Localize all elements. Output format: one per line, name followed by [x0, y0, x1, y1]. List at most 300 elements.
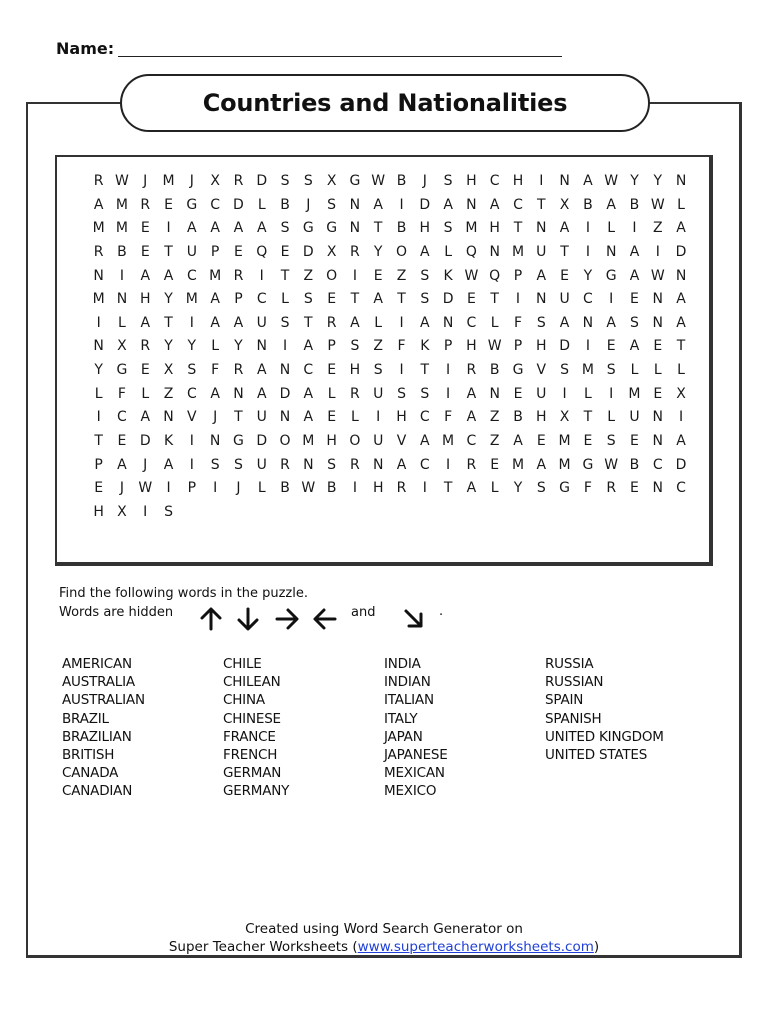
grid-letter: C: [117, 409, 127, 426]
grid-letter: I: [376, 409, 381, 426]
grid-letter: I: [399, 362, 404, 379]
grid-letter: T: [94, 433, 103, 450]
grid-letter: Z: [652, 220, 663, 237]
grid-letter: A: [373, 291, 383, 308]
grid-letter: S: [280, 173, 290, 189]
grid-letter: A: [676, 291, 686, 308]
grid-letter: E: [94, 480, 104, 497]
grid-letter: A: [559, 314, 570, 331]
grid-letter: D: [419, 196, 431, 213]
grid-letter: G: [233, 433, 244, 450]
word-list-item: GERMANY: [223, 783, 290, 800]
grid-letter: W: [604, 173, 619, 189]
word-list-item: CHILEAN: [223, 674, 281, 691]
grid-letter: L: [94, 385, 103, 402]
grid-letter: P: [443, 338, 453, 355]
word-list-item: ITALY: [384, 710, 418, 727]
arrow-up-icon: [198, 606, 224, 632]
grid-letter: M: [92, 220, 105, 237]
grid-letter: E: [164, 196, 173, 213]
grid-letter: R: [350, 385, 360, 402]
grid-letter: S: [630, 314, 639, 331]
grid-letter: A: [536, 456, 547, 473]
grid-letter: R: [280, 456, 290, 473]
grid-letter: C: [186, 385, 197, 402]
grid-letter: D: [256, 173, 268, 189]
grid-letter: A: [420, 314, 430, 331]
grid-letter: A: [489, 196, 500, 213]
grid-letter: P: [94, 456, 103, 473]
grid-letter: I: [585, 338, 590, 355]
grid-letter: R: [350, 456, 360, 473]
grid-letter: H: [139, 291, 151, 308]
word-column-3: [384, 655, 448, 801]
grid-letter: M: [628, 385, 641, 402]
grid-letter: S: [443, 220, 453, 237]
grid-letter: A: [140, 267, 151, 284]
word-list-item: ITALIAN: [384, 692, 434, 709]
grid-letter: S: [373, 362, 383, 379]
grid-letter: A: [210, 220, 220, 237]
grid-letter: I: [189, 433, 194, 450]
grid-letter: E: [327, 409, 337, 426]
grid-letter: A: [676, 433, 686, 450]
grid-letter: H: [536, 338, 547, 355]
grid-letter: M: [115, 196, 128, 213]
grid-letter: I: [655, 243, 660, 260]
grid-letter: H: [372, 480, 384, 497]
word-list-item: CHILE: [223, 656, 262, 672]
grid-letter: N: [652, 314, 664, 331]
and-label: and: [351, 605, 376, 620]
grid-letter: N: [489, 385, 500, 402]
grid-letter: B: [280, 196, 290, 213]
grid-letter: J: [236, 480, 241, 497]
grid-letter: N: [233, 385, 244, 402]
grid-letter: L: [118, 314, 126, 331]
grid-letter: L: [490, 480, 499, 497]
grid-letter: V: [187, 409, 197, 426]
grid-letter: E: [513, 385, 523, 402]
grid-letter: I: [259, 267, 264, 284]
grid-letter: L: [257, 480, 266, 497]
grid-letter: E: [373, 267, 383, 284]
grid-letter: E: [140, 220, 150, 237]
grid-letter: R: [93, 243, 104, 260]
grid-letter: Z: [303, 267, 314, 284]
grid-letter: H: [536, 409, 547, 426]
grid-letter: N: [489, 243, 500, 260]
grid-letter: G: [116, 362, 128, 379]
grid-letter: X: [163, 362, 174, 379]
grid-letter: Q: [489, 267, 501, 284]
grid-letter: S: [280, 314, 290, 331]
grid-letter: M: [558, 456, 571, 473]
grid-letter: V: [396, 433, 407, 450]
grid-letter: T: [350, 291, 360, 308]
grid-letter: E: [630, 480, 639, 497]
grid-letter: G: [326, 220, 338, 237]
grid-letter: A: [210, 314, 220, 331]
word-list-item: SPANISH: [545, 710, 602, 727]
grid-letter: S: [303, 173, 313, 189]
grid-letter: I: [585, 220, 590, 237]
grid-letter: C: [186, 267, 197, 284]
grid-letter: H: [396, 409, 407, 426]
grid-letter: D: [256, 433, 268, 450]
name-label: Name:: [56, 39, 115, 58]
grid-letter: K: [443, 267, 453, 284]
grid-letter: G: [302, 220, 314, 237]
grid-letter: L: [444, 243, 452, 260]
grid-letter: H: [512, 173, 524, 189]
grid-letter: A: [629, 243, 640, 260]
grid-letter: B: [326, 480, 337, 497]
grid-letter: N: [605, 243, 617, 260]
grid-letter: S: [397, 385, 406, 402]
grid-letter: A: [233, 220, 244, 237]
grid-letter: N: [279, 409, 291, 426]
grid-letter: X: [210, 173, 220, 189]
grid-letter: A: [629, 338, 640, 355]
grid-letter: E: [630, 291, 639, 308]
grid-letter: K: [420, 338, 430, 355]
grid-letter: M: [442, 433, 455, 450]
grid-letter: S: [606, 362, 616, 379]
grid-letter: E: [234, 243, 243, 260]
grid-letter: C: [303, 362, 314, 379]
grid-letter: I: [609, 385, 614, 402]
grid-letter: E: [630, 433, 639, 450]
grid-letter: A: [466, 409, 477, 426]
grid-letter: S: [606, 433, 616, 450]
grid-letter: A: [559, 220, 570, 237]
grid-letter: E: [490, 456, 500, 473]
grid-letter: D: [675, 456, 687, 473]
grid-letter: D: [675, 243, 687, 260]
grid-letter: S: [350, 338, 360, 355]
grid-letter: I: [119, 267, 125, 284]
grid-letter: J: [422, 173, 427, 189]
grid-letter: L: [281, 291, 289, 308]
grid-letter: L: [211, 338, 220, 355]
word-list-item: MEXICAN: [384, 765, 445, 782]
grid-letter: M: [302, 433, 315, 450]
grid-letter: F: [583, 480, 592, 497]
grid-letter: E: [466, 291, 476, 308]
grid-letter: R: [233, 173, 244, 189]
grid-letter: S: [536, 314, 546, 331]
grid-letter: E: [560, 267, 570, 284]
grid-letter: T: [234, 409, 243, 426]
word-list-item: INDIA: [384, 656, 421, 672]
grid-letter: D: [302, 243, 314, 260]
grid-letter: Z: [489, 433, 500, 450]
grid-letter: I: [166, 480, 171, 497]
grid-letter: P: [187, 480, 197, 497]
grid-letter: N: [675, 173, 687, 189]
arrow-down-right-icon: [401, 606, 427, 632]
grid-letter: L: [607, 409, 616, 426]
grid-letter: L: [490, 314, 499, 331]
grid-letter: G: [186, 196, 198, 213]
word-column-4: [545, 655, 664, 764]
grid-letter: E: [653, 338, 663, 355]
footer-credit-line-2: [0, 939, 768, 955]
grid-letter: N: [652, 433, 664, 450]
grid-letter: A: [629, 267, 640, 284]
grid-letter: S: [187, 362, 197, 379]
grid-letter: A: [233, 314, 244, 331]
grid-letter: L: [327, 385, 336, 402]
grid-letter: I: [679, 409, 684, 426]
grid-letter: A: [187, 220, 197, 237]
grid-letter: Y: [653, 173, 663, 189]
grid-letter: L: [257, 196, 266, 213]
word-list-item: RUSSIAN: [545, 674, 604, 691]
grid-letter: A: [163, 456, 174, 473]
grid-letter: K: [163, 433, 174, 450]
grid-letter: N: [652, 291, 664, 308]
grid-letter: W: [371, 173, 386, 189]
grid-letter: N: [93, 267, 104, 284]
grid-letter: I: [539, 173, 544, 189]
grid-letter: O: [395, 243, 408, 260]
grid-letter: L: [677, 362, 685, 379]
grid-letter: A: [350, 314, 360, 331]
grid-letter: I: [446, 385, 451, 402]
grid-letter: Y: [94, 362, 103, 379]
grid-letter: A: [256, 385, 267, 402]
grid-letter: I: [96, 314, 101, 331]
word-list-item: JAPAN: [384, 728, 423, 745]
grid-letter: N: [256, 338, 267, 355]
grid-letter: A: [210, 385, 220, 402]
word-list-item: SPAIN: [545, 692, 584, 709]
grid-letter: A: [606, 196, 616, 213]
grid-letter: E: [653, 385, 663, 402]
grid-letter: T: [397, 291, 406, 308]
grid-letter: B: [583, 196, 593, 213]
grid-letter: D: [139, 433, 151, 450]
grid-letter: F: [513, 314, 523, 331]
grid-letter: I: [515, 291, 521, 308]
grid-letter: S: [443, 173, 453, 189]
grid-letter: I: [213, 480, 218, 497]
grid-letter: W: [650, 196, 665, 213]
grid-letter: E: [536, 433, 546, 450]
word-list-item: FRANCE: [223, 728, 276, 745]
grid-letter: N: [163, 409, 174, 426]
grid-letter: X: [326, 243, 337, 260]
grid-letter: O: [326, 267, 338, 284]
grid-letter: Z: [373, 338, 383, 355]
grid-letter: G: [605, 267, 617, 284]
grid-letter: L: [374, 314, 383, 331]
word-list-item: CANADA: [62, 765, 119, 782]
grid-letter: C: [513, 196, 523, 213]
grid-letter: L: [141, 385, 150, 402]
grid-letter: B: [513, 409, 523, 426]
grid-letter: S: [536, 480, 546, 497]
word-list-item: RUSSIA: [545, 656, 594, 672]
grid-letter: Z: [489, 409, 500, 426]
grid-letter: O: [349, 433, 361, 450]
grid-letter: X: [326, 173, 337, 189]
instruction-line-2: Words are hidden: [59, 605, 174, 620]
grid-letter: S: [420, 291, 430, 308]
grid-letter: I: [632, 220, 637, 237]
grid-letter: U: [256, 456, 267, 473]
word-list-item: AUSTRALIA: [62, 674, 135, 691]
grid-letter: J: [189, 173, 194, 189]
grid-letter: M: [115, 220, 128, 237]
grid-letter: Z: [396, 267, 407, 284]
grid-letter: Y: [583, 267, 593, 284]
grid-letter: M: [209, 267, 222, 284]
grid-letter: D: [559, 338, 570, 355]
grid-letter: N: [279, 362, 291, 379]
footer-website-link[interactable]: www.superteacherworksheets.com: [357, 939, 594, 955]
grid-letter: D: [233, 196, 244, 213]
footer-credit-suffix: ): [593, 939, 600, 955]
grid-letter: R: [93, 173, 104, 189]
grid-letter: N: [303, 456, 314, 473]
grid-letter: N: [442, 314, 454, 331]
grid-letter: A: [117, 456, 127, 473]
grid-letter: N: [582, 314, 594, 331]
grid-letter: I: [399, 196, 404, 213]
grid-letter: M: [558, 433, 571, 450]
grid-letter: N: [466, 196, 477, 213]
grid-letter: N: [652, 409, 664, 426]
grid-letter: A: [676, 220, 686, 237]
grid-letter: M: [92, 291, 105, 308]
grid-letter: A: [256, 362, 267, 379]
grid-letter: T: [560, 243, 569, 260]
grid-letter: N: [675, 267, 687, 284]
grid-letter: T: [304, 314, 313, 331]
grid-letter: W: [650, 267, 665, 284]
word-list-item: UNITED KINGDOM: [545, 728, 664, 745]
name-line: [118, 56, 562, 57]
grid-letter: P: [234, 291, 243, 308]
grid-letter: N: [559, 173, 570, 189]
grid-letter: I: [446, 456, 451, 473]
word-list-item: GERMAN: [223, 765, 282, 782]
word-column-2: [223, 655, 289, 801]
grid-letter: N: [652, 480, 664, 497]
grid-letter: H: [349, 362, 361, 379]
grid-letter: O: [279, 433, 291, 450]
word-list-item: AMERICAN: [62, 656, 132, 672]
grid-letter: I: [282, 338, 288, 355]
grid-letter: M: [511, 243, 525, 260]
grid-letter: U: [536, 243, 547, 260]
grid-letter: R: [466, 362, 477, 379]
instruction-period: .: [439, 604, 444, 619]
word-list-item: CHINESE: [223, 710, 281, 727]
grid-letter: T: [420, 362, 430, 379]
word-list-item: CANADIAN: [62, 783, 133, 800]
word-list-item: BRAZIL: [62, 710, 109, 727]
grid-letter: Y: [187, 338, 197, 355]
grid-letter: T: [537, 196, 546, 213]
grid-letter: F: [117, 385, 126, 402]
grid-letter: A: [676, 314, 686, 331]
grid-letter: J: [119, 480, 125, 497]
grid-letter: I: [446, 362, 451, 379]
grid-letter: R: [396, 480, 407, 497]
grid-letter: Y: [234, 338, 243, 355]
grid-letter: R: [606, 480, 617, 497]
grid-letter: I: [585, 243, 590, 260]
word-list-item: UNITED STATES: [545, 747, 648, 764]
grid-letter: C: [676, 480, 686, 497]
word-list-item: BRITISH: [62, 747, 115, 764]
grid-letter: L: [607, 220, 616, 237]
grid-letter: G: [349, 173, 361, 189]
grid-letter: N: [209, 433, 221, 450]
grid-letter: C: [466, 314, 477, 331]
grid-letter: A: [140, 314, 151, 331]
word-list-item: BRAZILIAN: [62, 728, 132, 745]
grid-letter: M: [465, 220, 478, 237]
word-column-1: [62, 655, 145, 801]
grid-letter: A: [140, 409, 151, 426]
grid-letter: C: [419, 409, 430, 426]
grid-letter: T: [373, 220, 383, 237]
grid-letter: L: [351, 409, 359, 426]
instruction-line-1: Find the following words in the puzzle.: [59, 586, 308, 601]
grid-letter: A: [373, 196, 383, 213]
grid-letter: Y: [164, 291, 173, 308]
grid-letter: H: [466, 338, 477, 355]
grid-letter: U: [256, 409, 267, 426]
grid-letter: Q: [256, 243, 268, 260]
grid-letter: Y: [513, 480, 523, 497]
grid-letter: A: [303, 409, 314, 426]
grid-letter: I: [189, 314, 194, 331]
grid-letter: E: [606, 338, 616, 355]
grid-letter: S: [210, 456, 220, 473]
grid-letter: L: [630, 362, 639, 379]
grid-letter: G: [559, 480, 571, 497]
grid-letter: S: [327, 196, 337, 213]
grid-letter: W: [115, 173, 129, 189]
grid-letter: C: [489, 173, 500, 189]
grid-letter: H: [419, 220, 431, 237]
grid-letter: S: [280, 220, 290, 237]
grid-letter: E: [280, 243, 290, 260]
grid-letter: A: [466, 480, 477, 497]
grid-letter: M: [511, 456, 525, 473]
grid-letter: S: [420, 385, 430, 402]
grid-letter: N: [116, 291, 128, 308]
grid-letter: W: [464, 267, 479, 284]
footer-credit-prefix: Super Teacher Worksheets (: [168, 939, 358, 955]
grid-letter: F: [397, 338, 406, 355]
grid-letter: G: [582, 456, 594, 473]
grid-letter: R: [233, 362, 244, 379]
word-list-item: MEXICO: [384, 783, 437, 800]
grid-letter: H: [93, 503, 104, 520]
arrow-left-icon: [312, 606, 338, 632]
grid-letter: I: [166, 220, 171, 237]
grid-letter: I: [352, 480, 357, 497]
arrow-right-icon: [274, 606, 300, 632]
grid-letter: U: [559, 291, 570, 308]
